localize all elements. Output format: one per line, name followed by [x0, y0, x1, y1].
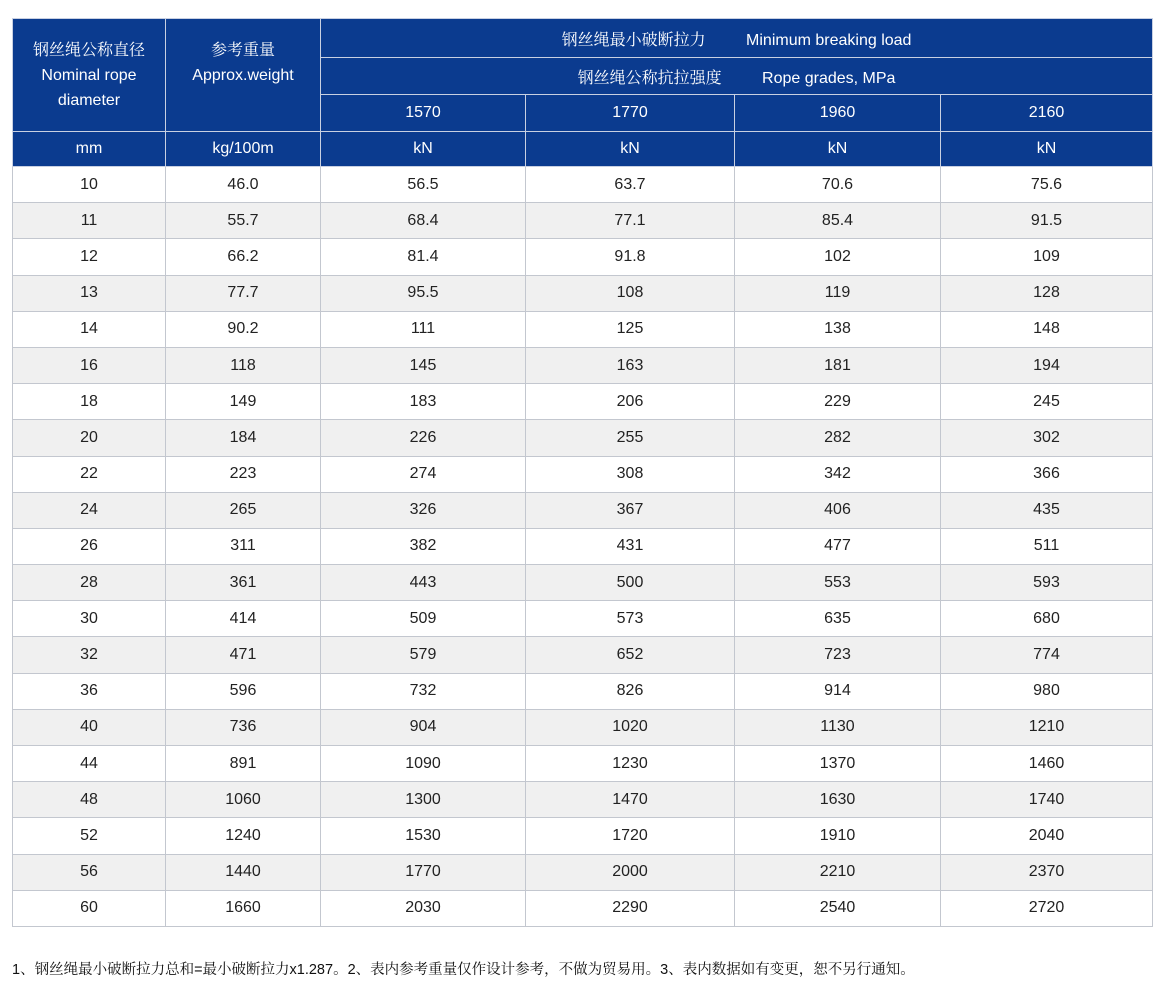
weight-cell: 265 — [166, 492, 321, 528]
header-grade-1570: 1570 — [321, 95, 526, 132]
load-1570-cell: 443 — [321, 565, 526, 601]
diameter-cell: 20 — [13, 420, 166, 456]
load-2160-cell: 194 — [941, 347, 1153, 383]
weight-cell: 46.0 — [166, 167, 321, 203]
table-row — [13, 818, 1153, 854]
load-1570-cell: 1090 — [321, 746, 526, 782]
table-row — [13, 528, 1153, 564]
table-row — [13, 746, 1153, 782]
weight-cell: 77.7 — [166, 275, 321, 311]
load-1570-cell: 1300 — [321, 782, 526, 818]
load-1960-cell: 70.6 — [735, 167, 941, 203]
rope-spec-table-container — [12, 18, 1152, 927]
load-1770-cell: 573 — [526, 601, 735, 637]
rope-spec-table — [12, 18, 1153, 927]
weight-cell: 184 — [166, 420, 321, 456]
load-1770-cell: 431 — [526, 528, 735, 564]
weight-cell: 1440 — [166, 854, 321, 890]
table-row — [13, 311, 1153, 347]
load-1770-cell: 308 — [526, 456, 735, 492]
unit-diameter: mm — [13, 132, 166, 167]
load-1960-cell: 138 — [735, 311, 941, 347]
header-load-en: Minimum breaking load — [746, 31, 912, 49]
weight-cell: 1240 — [166, 818, 321, 854]
load-1570-cell: 81.4 — [321, 239, 526, 275]
diameter-cell: 60 — [13, 890, 166, 926]
table-row — [13, 420, 1153, 456]
table-row — [13, 275, 1153, 311]
header-diameter-en-2: diameter — [57, 91, 121, 109]
weight-cell: 90.2 — [166, 311, 321, 347]
diameter-cell: 24 — [13, 492, 166, 528]
table-row — [13, 384, 1153, 420]
load-1770-cell: 125 — [526, 311, 735, 347]
load-1960-cell: 181 — [735, 347, 941, 383]
unit-load-1960: kN — [735, 132, 941, 167]
load-2160-cell: 91.5 — [941, 203, 1153, 239]
load-1960-cell: 119 — [735, 275, 941, 311]
table-row — [13, 637, 1153, 673]
header-weight-zh: 参考重量 — [210, 41, 275, 59]
weight-cell: 414 — [166, 601, 321, 637]
load-2160-cell: 1460 — [941, 746, 1153, 782]
diameter-cell: 30 — [13, 601, 166, 637]
diameter-cell: 36 — [13, 673, 166, 709]
load-2160-cell: 2040 — [941, 818, 1153, 854]
load-1960-cell: 282 — [735, 420, 941, 456]
diameter-cell: 26 — [13, 528, 166, 564]
table-header — [13, 19, 1153, 167]
load-1570-cell: 183 — [321, 384, 526, 420]
load-2160-cell: 366 — [941, 456, 1153, 492]
load-2160-cell: 75.6 — [941, 167, 1153, 203]
table-body — [13, 167, 1153, 927]
load-2160-cell: 2720 — [941, 890, 1153, 926]
weight-cell: 596 — [166, 673, 321, 709]
load-1960-cell: 635 — [735, 601, 941, 637]
load-2160-cell: 1740 — [941, 782, 1153, 818]
load-1570-cell: 382 — [321, 528, 526, 564]
load-1570-cell: 732 — [321, 673, 526, 709]
load-2160-cell: 680 — [941, 601, 1153, 637]
load-2160-cell: 593 — [941, 565, 1153, 601]
diameter-cell: 12 — [13, 239, 166, 275]
load-1570-cell: 904 — [321, 709, 526, 745]
unit-load-2160: kN — [941, 132, 1153, 167]
load-1570-cell: 2030 — [321, 890, 526, 926]
weight-cell: 55.7 — [166, 203, 321, 239]
load-1770-cell: 500 — [526, 565, 735, 601]
table-row — [13, 709, 1153, 745]
table-row — [13, 456, 1153, 492]
header-diameter-en-1: Nominal rope — [41, 66, 137, 84]
diameter-cell: 44 — [13, 746, 166, 782]
load-1770-cell: 77.1 — [526, 203, 735, 239]
diameter-cell: 13 — [13, 275, 166, 311]
diameter-cell: 52 — [13, 818, 166, 854]
load-1960-cell: 229 — [735, 384, 941, 420]
load-1770-cell: 367 — [526, 492, 735, 528]
diameter-cell: 32 — [13, 637, 166, 673]
header-grades-en: Rope grades, MPa — [762, 69, 896, 87]
load-1960-cell: 1910 — [735, 818, 941, 854]
table-row — [13, 492, 1153, 528]
table-row — [13, 890, 1153, 926]
load-1770-cell: 652 — [526, 637, 735, 673]
diameter-cell: 22 — [13, 456, 166, 492]
load-2160-cell: 980 — [941, 673, 1153, 709]
table-row — [13, 782, 1153, 818]
load-2160-cell: 1210 — [941, 709, 1153, 745]
diameter-cell: 40 — [13, 709, 166, 745]
header-weight-en: Approx.weight — [192, 66, 294, 84]
load-1770-cell: 206 — [526, 384, 735, 420]
header-weight — [166, 19, 321, 132]
load-2160-cell: 148 — [941, 311, 1153, 347]
footnote: 1、钢丝绳最小破断拉力总和=最小破断拉力x1.287。2、表内参考重量仅作设计参考，不做为贸易用。3、表内数据如有变更，恕不另行通知。 — [12, 962, 915, 978]
load-1960-cell: 477 — [735, 528, 941, 564]
header-grades-zh: 钢丝绳公称抗拉强度 — [577, 69, 722, 87]
load-2160-cell: 128 — [941, 275, 1153, 311]
diameter-cell: 11 — [13, 203, 166, 239]
load-2160-cell: 511 — [941, 528, 1153, 564]
load-1570-cell: 579 — [321, 637, 526, 673]
unit-load-1770: kN — [526, 132, 735, 167]
load-1960-cell: 1370 — [735, 746, 941, 782]
table-row — [13, 854, 1153, 890]
load-1570-cell: 111 — [321, 311, 526, 347]
load-1960-cell: 1130 — [735, 709, 941, 745]
header-load-zh: 钢丝绳最小破断拉力 — [561, 31, 706, 49]
load-1770-cell: 163 — [526, 347, 735, 383]
weight-cell: 1660 — [166, 890, 321, 926]
load-1770-cell: 2290 — [526, 890, 735, 926]
header-grade-2160: 2160 — [941, 95, 1153, 132]
load-1960-cell: 553 — [735, 565, 941, 601]
weight-cell: 736 — [166, 709, 321, 745]
weight-cell: 361 — [166, 565, 321, 601]
load-2160-cell: 435 — [941, 492, 1153, 528]
table-row — [13, 673, 1153, 709]
load-1570-cell: 56.5 — [321, 167, 526, 203]
table-row — [13, 565, 1153, 601]
load-1960-cell: 102 — [735, 239, 941, 275]
diameter-cell: 16 — [13, 347, 166, 383]
weight-cell: 118 — [166, 347, 321, 383]
load-1770-cell: 1470 — [526, 782, 735, 818]
load-1570-cell: 326 — [321, 492, 526, 528]
load-1960-cell: 914 — [735, 673, 941, 709]
diameter-cell: 28 — [13, 565, 166, 601]
load-1570-cell: 145 — [321, 347, 526, 383]
table-row — [13, 347, 1153, 383]
load-1570-cell: 274 — [321, 456, 526, 492]
header-diameter-zh: 钢丝绳公称直径 — [32, 41, 145, 59]
table-row — [13, 167, 1153, 203]
diameter-cell: 56 — [13, 854, 166, 890]
load-1960-cell: 85.4 — [735, 203, 941, 239]
header-diameter — [13, 19, 166, 132]
diameter-cell: 10 — [13, 167, 166, 203]
table-row — [13, 601, 1153, 637]
load-1960-cell: 2210 — [735, 854, 941, 890]
header-min-breaking-load — [321, 19, 1153, 58]
table-row — [13, 203, 1153, 239]
load-1960-cell: 2540 — [735, 890, 941, 926]
weight-cell: 223 — [166, 456, 321, 492]
load-1770-cell: 63.7 — [526, 167, 735, 203]
load-1770-cell: 1230 — [526, 746, 735, 782]
header-grade-1770: 1770 — [526, 95, 735, 132]
load-1770-cell: 108 — [526, 275, 735, 311]
load-1960-cell: 406 — [735, 492, 941, 528]
weight-cell: 471 — [166, 637, 321, 673]
load-2160-cell: 774 — [941, 637, 1153, 673]
load-1570-cell: 1530 — [321, 818, 526, 854]
load-1570-cell: 95.5 — [321, 275, 526, 311]
load-1770-cell: 255 — [526, 420, 735, 456]
header-grade-1960: 1960 — [735, 95, 941, 132]
load-2160-cell: 2370 — [941, 854, 1153, 890]
unit-load-1570: kN — [321, 132, 526, 167]
weight-cell: 891 — [166, 746, 321, 782]
header-rope-grades — [321, 58, 1153, 95]
weight-cell: 311 — [166, 528, 321, 564]
diameter-cell: 18 — [13, 384, 166, 420]
weight-cell: 149 — [166, 384, 321, 420]
diameter-cell: 48 — [13, 782, 166, 818]
load-2160-cell: 302 — [941, 420, 1153, 456]
load-1570-cell: 226 — [321, 420, 526, 456]
load-1960-cell: 342 — [735, 456, 941, 492]
load-2160-cell: 245 — [941, 384, 1153, 420]
load-1570-cell: 509 — [321, 601, 526, 637]
load-1770-cell: 1020 — [526, 709, 735, 745]
table-row — [13, 239, 1153, 275]
load-1770-cell: 1720 — [526, 818, 735, 854]
weight-cell: 66.2 — [166, 239, 321, 275]
load-1960-cell: 723 — [735, 637, 941, 673]
unit-weight: kg/100m — [166, 132, 321, 167]
weight-cell: 1060 — [166, 782, 321, 818]
diameter-cell: 14 — [13, 311, 166, 347]
load-2160-cell: 109 — [941, 239, 1153, 275]
load-1770-cell: 2000 — [526, 854, 735, 890]
load-1570-cell: 68.4 — [321, 203, 526, 239]
load-1770-cell: 826 — [526, 673, 735, 709]
load-1770-cell: 91.8 — [526, 239, 735, 275]
load-1960-cell: 1630 — [735, 782, 941, 818]
load-1570-cell: 1770 — [321, 854, 526, 890]
